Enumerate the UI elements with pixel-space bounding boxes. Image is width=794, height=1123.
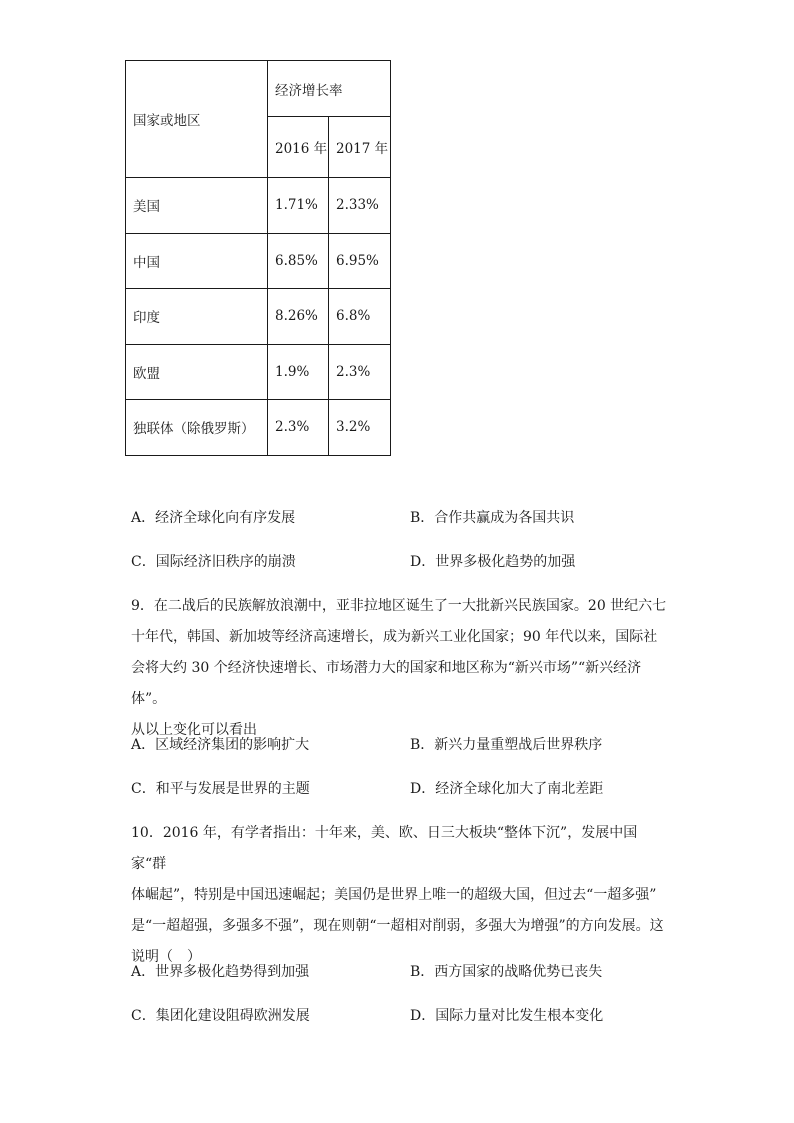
q10-option-d[interactable]: D．国际力量对比发生根本变化 — [410, 1008, 604, 1024]
table-row — [126, 178, 391, 234]
q9-line: 会将大约 30 个经济快速增长、市场潜力大的国家和地区称为“新兴市场”“新兴经济体”。 — [131, 660, 642, 707]
q9-stem — [131, 591, 671, 746]
cell-region: 印度 — [126, 289, 268, 345]
cell-2017: 6.95% — [329, 233, 391, 289]
q8-option-b[interactable]: B．合作共赢成为各国共识 — [410, 510, 575, 526]
cell-2016: 2.3% — [268, 400, 329, 456]
table-header-row — [126, 61, 391, 117]
table-row — [126, 400, 391, 456]
cell-2016: 1.9% — [268, 344, 329, 400]
header-growth-rate: 经济增长率 — [268, 61, 391, 117]
q9-option-d[interactable]: D．经济全球化加大了南北差距 — [410, 781, 604, 797]
cell-2016: 8.26% — [268, 289, 329, 345]
cell-region: 欧盟 — [126, 344, 268, 400]
q8-option-a[interactable]: A．经济全球化向有序发展 — [131, 510, 296, 526]
cell-2017: 6.8% — [329, 289, 391, 345]
cell-2016: 6.85% — [268, 233, 329, 289]
q9-option-c[interactable]: C．和平与发展是世界的主题 — [131, 781, 310, 797]
q9-line: 从以上变化可以看出 — [131, 722, 257, 738]
cell-region: 美国 — [126, 178, 268, 234]
table-row — [126, 344, 391, 400]
q9-option-a[interactable]: A．区域经济集团的影响扩大 — [131, 737, 310, 753]
cell-2017: 2.3% — [329, 344, 391, 400]
cell-2017: 2.33% — [329, 178, 391, 234]
table-row — [126, 233, 391, 289]
cell-2016: 1.71% — [268, 178, 329, 234]
q8-option-c[interactable]: C．国际经济旧秩序的崩溃 — [131, 554, 296, 570]
q10-line: 10．2016 年，有学者指出：十年来，美、欧、日三大板块“整体下沉”，发展中国家“群 — [131, 825, 638, 872]
q10-line: 体崛起”，特别是中国迅速崛起；美国仍是世界上唯一的超级大国，但过去“一超多强” — [131, 887, 657, 903]
table-row — [126, 289, 391, 345]
growth-rate-table — [125, 60, 391, 456]
header-year-2017: 2017 年 — [329, 117, 391, 178]
header-region: 国家或地区 — [126, 61, 268, 178]
cell-region: 中国 — [126, 233, 268, 289]
q8-option-d[interactable]: D．世界多极化趋势的加强 — [410, 554, 576, 570]
q9-option-b[interactable]: B．新兴力量重塑战后世界秩序 — [410, 737, 603, 753]
q10-option-c[interactable]: C．集团化建设阻碍欧洲发展 — [131, 1008, 310, 1024]
q10-line: 说明（ ） — [131, 949, 201, 965]
q10-line: 是“一超超强，多强多不强”，现在则朝“一超相对削弱，多强大为增强”的方向发展。这 — [131, 918, 664, 934]
header-year-2016: 2016 年 — [268, 117, 329, 178]
q9-line: 十年代，韩国、新加坡等经济高速增长，成为新兴工业化国家；90 年代以来，国际社 — [131, 629, 658, 645]
q9-line: 9．在二战后的民族解放浪潮中，亚非拉地区诞生了一大批新兴民族国家。20 世纪六七 — [131, 598, 667, 614]
q10-option-b[interactable]: B．西方国家的战略优势已丧失 — [410, 964, 603, 980]
q10-option-a[interactable]: A．世界多极化趋势得到加强 — [131, 964, 310, 980]
cell-region: 独联体（除俄罗斯） — [126, 400, 268, 456]
q10-stem — [131, 818, 671, 973]
cell-2017: 3.2% — [329, 400, 391, 456]
